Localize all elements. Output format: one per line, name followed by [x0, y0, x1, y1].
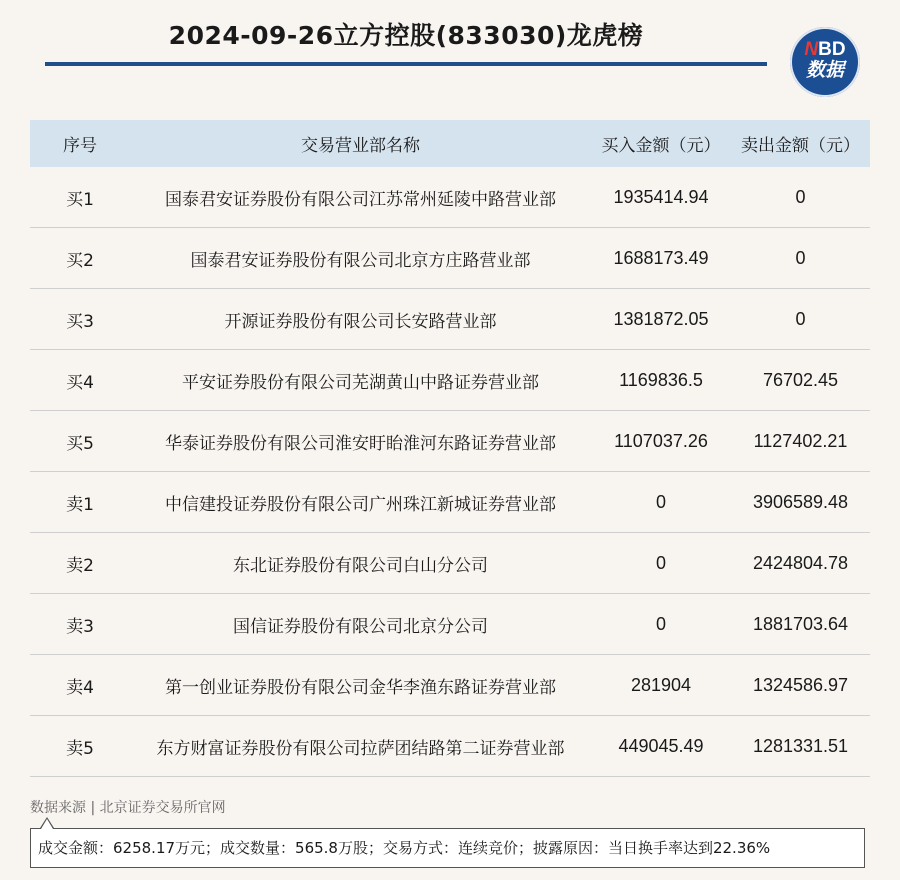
logo-letters-bd: BD — [818, 39, 846, 60]
row-buy-amount: 0 — [591, 472, 731, 533]
row-seq: 买1 — [30, 167, 130, 228]
row-buy-amount: 449045.49 — [591, 716, 731, 777]
row-seq: 卖3 — [30, 594, 130, 655]
row-seq: 卖1 — [30, 472, 130, 533]
row-broker-name: 国泰君安证券股份有限公司北京方庄路营业部 — [130, 228, 591, 289]
row-sell-amount: 3906589.48 — [731, 472, 870, 533]
row-seq: 卖4 — [30, 655, 130, 716]
row-sell-amount: 1324586.97 — [731, 655, 870, 716]
row-broker-name: 国信证券股份有限公司北京分公司 — [130, 594, 591, 655]
data-source: 数据来源 | 北京证券交易所官网 — [30, 800, 226, 816]
row-seq: 买4 — [30, 350, 130, 411]
row-seq: 卖2 — [30, 533, 130, 594]
table-header-row — [30, 120, 870, 167]
table-row — [30, 411, 870, 472]
row-sell-amount: 0 — [731, 289, 870, 350]
row-sell-amount: 2424804.78 — [731, 533, 870, 594]
table-row — [30, 228, 870, 289]
row-buy-amount: 1107037.26 — [591, 411, 731, 472]
row-broker-name: 国泰君安证券股份有限公司江苏常州延陵中路营业部 — [130, 167, 591, 228]
table-row — [30, 350, 870, 411]
row-broker-name: 平安证券股份有限公司芜湖黄山中路证券营业部 — [130, 350, 591, 411]
row-sell-amount: 1881703.64 — [731, 594, 870, 655]
table-row — [30, 533, 870, 594]
table-row — [30, 289, 870, 350]
row-buy-amount: 281904 — [591, 655, 731, 716]
logo-text-data: 数据 — [805, 60, 844, 81]
header-buy-amount: 买入金额（元） — [591, 120, 731, 167]
title-underline — [45, 62, 767, 66]
table-row — [30, 655, 870, 716]
row-buy-amount: 1169836.5 — [591, 350, 731, 411]
row-sell-amount: 1127402.21 — [731, 411, 870, 472]
row-sell-amount: 0 — [731, 167, 870, 228]
table-row — [30, 472, 870, 533]
header-seq: 序号 — [30, 120, 130, 167]
row-sell-amount: 0 — [731, 228, 870, 289]
row-seq: 卖5 — [30, 716, 130, 777]
table-row — [30, 167, 870, 228]
header-sell-amount: 卖出金额（元） — [731, 120, 870, 167]
row-broker-name: 华泰证券股份有限公司淮安盱眙淮河东路证券营业部 — [130, 411, 591, 472]
row-buy-amount: 0 — [591, 533, 731, 594]
page-title: 2024-09-26立方控股(833030)龙虎榜 — [168, 21, 644, 50]
row-buy-amount: 0 — [591, 594, 731, 655]
row-broker-name: 东方财富证券股份有限公司拉萨团结路第二证券营业部 — [130, 716, 591, 777]
dragon-tiger-table — [30, 120, 870, 777]
row-buy-amount: 1381872.05 — [591, 289, 731, 350]
row-buy-amount: 1935414.94 — [591, 167, 731, 228]
note-pointer-fill — [41, 819, 53, 829]
table-row — [30, 594, 870, 655]
row-seq: 买5 — [30, 411, 130, 472]
row-seq: 买2 — [30, 228, 130, 289]
row-seq: 买3 — [30, 289, 130, 350]
row-sell-amount: 1281331.51 — [731, 716, 870, 777]
row-broker-name: 中信建投证券股份有限公司广州珠江新城证券营业部 — [130, 472, 591, 533]
table-row — [30, 716, 870, 777]
row-broker-name: 第一创业证券股份有限公司金华李渔东路证券营业部 — [130, 655, 591, 716]
row-broker-name: 开源证券股份有限公司长安路营业部 — [130, 289, 591, 350]
row-buy-amount: 1688173.49 — [591, 228, 731, 289]
trade-summary-note: 成交金额：6258.17万元；成交数量：565.8万股；交易方式：连续竞价；披露原因：当日换手率达到22.36% — [30, 828, 865, 868]
logo-letter-n: N — [804, 39, 819, 60]
row-broker-name: 东北证券股份有限公司白山分公司 — [130, 533, 591, 594]
nbd-logo — [790, 27, 860, 97]
header-broker-name: 交易营业部名称 — [130, 120, 591, 167]
row-sell-amount: 76702.45 — [731, 350, 870, 411]
